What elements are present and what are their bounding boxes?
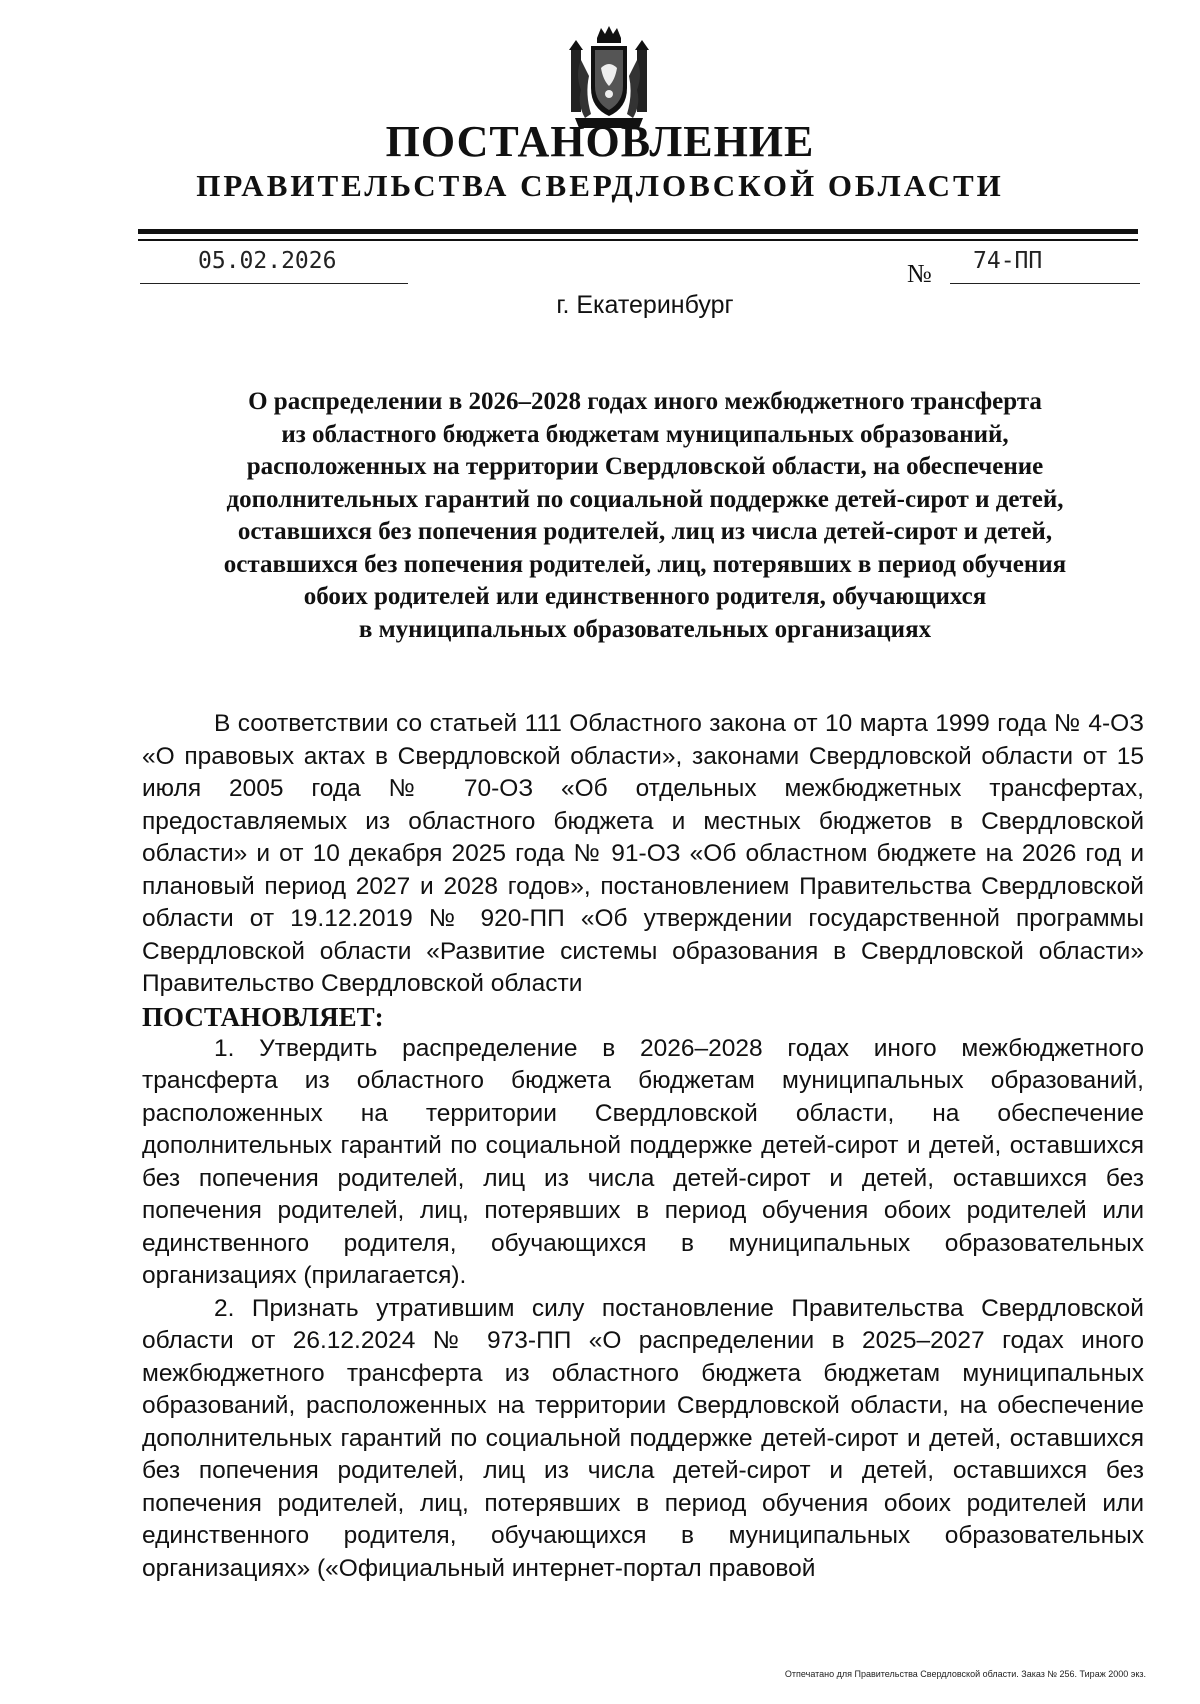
title-line: из областного бюджета бюджетам муниципальных образований,	[281, 420, 1009, 448]
document-date: 05.02.2026	[198, 248, 337, 274]
title-line: в муниципальных образовательных организациях	[358, 615, 932, 643]
header-rule-thick	[138, 229, 1138, 234]
title-line: оставшихся без попечения родителей, лиц, потерявших в период обучения	[223, 550, 1067, 578]
header-rule-thin	[138, 239, 1138, 241]
number-underline	[950, 283, 1140, 284]
date-underline	[140, 283, 408, 284]
document-title	[150, 386, 1140, 646]
title-line: обоих родителей или единственного родителя, обучающихся	[303, 583, 987, 610]
number-sign: №	[907, 259, 932, 288]
title-line: О распределении в 2026–2028 годах иного межбюджетного трансферта	[248, 388, 1042, 415]
title-line: расположенных на территории Свердловской области, на обеспечение	[246, 453, 1044, 480]
issue-city: г. Екатеринбург	[556, 291, 734, 319]
item-2-paragraph: 2. Признать утратившим силу постановление Правительства Свердловской области от 26.12.2024 № 973-ПП «О распределении в 2025–2027 годах иного межбюджетного трансферта из областного бюджета бюджетам муниципальных образований, расположенных на территории Свердловской области, на обеспечение дополнительных гарантий по социальной поддержке детей-сирот и детей, оставшихся без попечения родителей, лиц из числа детей-сирот и детей, оставшихся без попечения родителей, лиц, потерявших в период обучения обоих родителей или единственного родителя, обучающихся в муниципальных образовательных организациях» («Официальный интернет-портал правовой	[142, 1294, 1144, 1582]
title-line: оставшихся без попечения родителей, лиц из числа детей-сирот и детей,	[237, 518, 1053, 545]
document-body	[142, 708, 1144, 1585]
decree-word: ПОСТАНОВЛЯЕТ:	[142, 1001, 384, 1032]
title-line: дополнительных гарантий по социальной поддержке детей-сирот и детей,	[226, 485, 1064, 513]
item-1-paragraph: 1. Утвердить распределение в 2026–2028 годах иного межбюджетного трансферта из областного бюджета бюджетам муниципальных образований, расположенных на территории Свердловской области, на обеспечение дополнительных гарантий по социальной поддержке детей-сирот и детей, оставшихся без попечения родителей, лиц из числа детей-сирот и детей, оставшихся без попечения родителей, лиц, потерявших в период обучения обоих родителей или единственного родителя, обучающихся в муниципальных образовательных организациях (прилагается).	[142, 1034, 1144, 1289]
document-type-heading: ПОСТАНОВЛЕНИЕ	[385, 117, 815, 166]
document-number: 74-ПП	[973, 248, 1043, 274]
issuing-authority: ПРАВИТЕЛЬСТВА СВЕРДЛОВСКОЙ ОБЛАСТИ	[196, 168, 1004, 203]
print-note: Отпечатано для Правительства Свердловской области. Заказ № 256. Тираж 2000 экз.	[784, 1669, 1146, 1679]
preamble-paragraph: В соответствии со статьей 111 Областного закона от 10 марта 1999 года № 4-ОЗ «О правовых актах в Свердловской области», законами Свердловской области от 15 июля 2005 года № 70-ОЗ «Об отдельных межбюджетных трансфертах, предоставляемых из областного бюджета и местных бюджетов в Свердловской области» и от 10 декабря 2025 года № 91-ОЗ «Об областном бюджете на 2026 год и плановый период 2027 и 2028 годов», постановлением Правительства Свердловской области от 19.12.2019 № 920-ПП «Об утверждении государственной программы Свердловской области «Развитие системы образования в Свердловской области» Правительство Свердловской области	[142, 710, 1144, 997]
